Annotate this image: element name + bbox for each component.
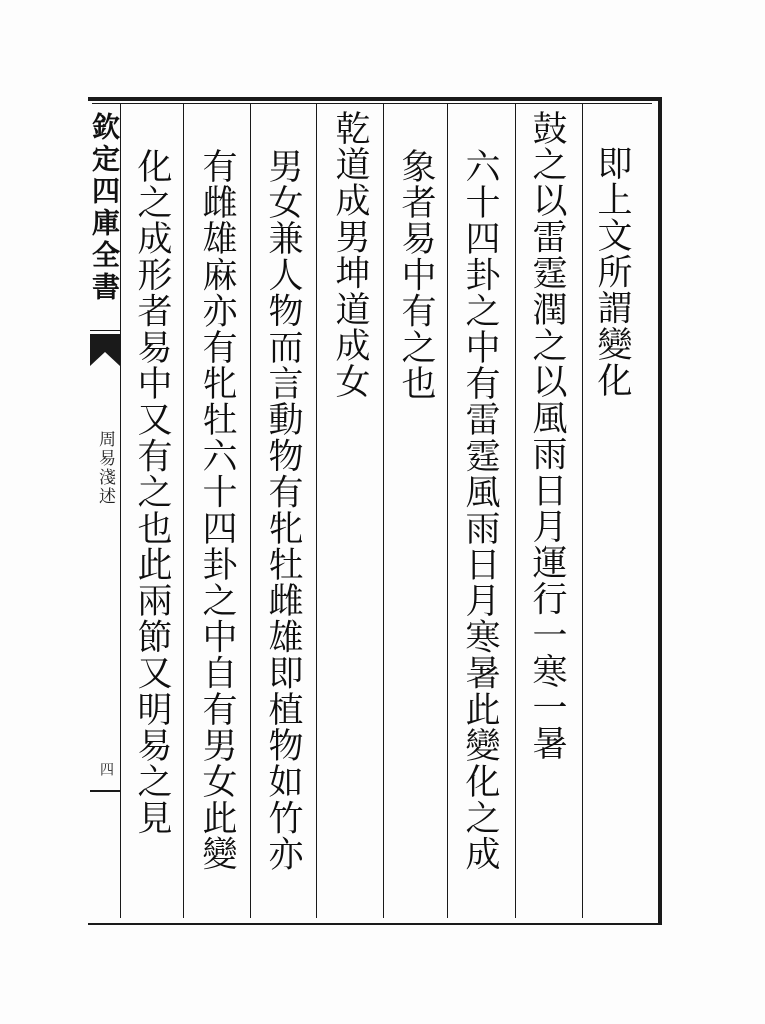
collection-title: 欽定四庫全書	[88, 112, 121, 304]
column-rule	[447, 104, 448, 918]
column-rule	[183, 104, 184, 918]
text-column: 有雌雄麻亦有牝牡六十四卦之中自有男女此變	[197, 148, 237, 872]
column-rule	[515, 104, 516, 918]
text-column: 即上文所謂變化	[592, 145, 632, 399]
text-column: 象者易中有之也	[396, 148, 436, 402]
column-rule	[250, 104, 251, 918]
top-rule	[92, 103, 652, 104]
text-column: 化之成形者易中又有之也此兩節又明易之見	[132, 148, 172, 836]
column-rule	[120, 104, 121, 918]
book-title: 周易淺述	[95, 430, 115, 506]
text-column: 男女兼人物而言動物有牝牡雌雄即植物如竹亦	[263, 148, 303, 872]
column-rule	[316, 104, 317, 918]
column-rule	[582, 104, 583, 918]
margin-rule	[90, 790, 120, 792]
page-border	[88, 97, 662, 925]
text-column: 鼓之以雷霆潤之以風雨日月運行一寒一暑	[527, 110, 567, 762]
text-column: 乾道成男坤道成女	[330, 110, 370, 400]
page-number: 四	[98, 762, 114, 776]
fishtail-mark-icon	[90, 330, 120, 370]
column-rule	[383, 104, 384, 918]
text-column: 六十四卦之中有雷霆風雨日月寒暑此變化之成	[460, 148, 500, 872]
